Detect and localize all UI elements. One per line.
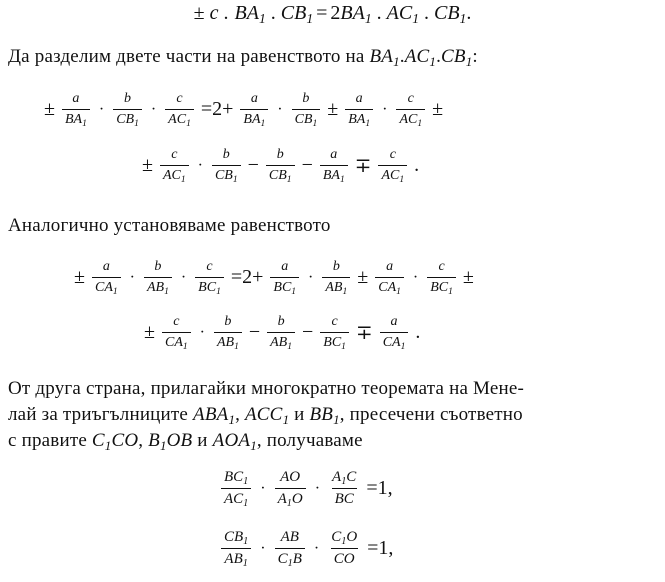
paragraph-analogous: Аналогично установяваме равенството	[8, 215, 331, 236]
equation-top	[0, 2, 665, 25]
fraction: $\frac{b}{CB_1}$	[212, 148, 241, 183]
fraction: $\frac{a}{BA_1}$	[62, 92, 90, 127]
equation-2-line-2: ± $\frac{c}{CA_1}$ · $\frac{b}{AB_1}$ − $\frac{b}{AB_1}$ − $\frac{c}{BC_1}$ ∓ $\frac{a}{CA_1}$ .	[144, 314, 421, 352]
equation-2-line-1: ± $\frac{a}{CA_1}$ · $\frac{b}{AB_1}$ · $\frac{c}{BC_1}$ =2+ $\frac{a}{BC_1}$ · $\frac{b}{AB_1}$ ± $\frac{a}{CA_1}$ · $\frac{c}{BC_1}$ ±	[74, 259, 474, 297]
paragraph-menelaus-3: с правите $C_1CO$, $B_1OB$ и $AOA_1$, получаваме	[8, 430, 363, 453]
term-ac1: $AC_1$	[386, 2, 419, 27]
term-cb1: $CB_1$	[441, 46, 473, 69]
number-two: 2	[330, 2, 341, 24]
equation-3-line-1: $\frac{BC_1}{AC_1}$ · $\frac{AO}{A_1O}$ · $\frac{A_1C}{BC}$ =1,	[218, 470, 665, 507]
fraction: $\frac{b}{CB_1}$	[292, 92, 321, 127]
term-ba1: $BA_1$	[234, 2, 266, 27]
paragraph-menelaus-1: От друга страна, прилагайки многократно теоремата на Мене-	[8, 378, 525, 399]
fraction: $\frac{c}{AC_1}$	[396, 92, 425, 127]
fraction: $\frac{a}{BA_1}$	[240, 92, 268, 127]
equation-1-line-2: ± $\frac{c}{AC_1}$ · $\frac{b}{CB_1}$ − $\frac{b}{CB_1}$ − $\frac{a}{BA_1}$ ∓ $\frac{c}{AC_1}$ .	[142, 147, 420, 185]
fraction: $\frac{a}{BA_1}$	[320, 148, 348, 183]
dot: .	[376, 2, 382, 24]
fraction: $\frac{b}{CB_1}$	[266, 148, 295, 183]
fraction: $\frac{a}{BA_1}$	[345, 92, 373, 127]
equation-3-line-2: $\frac{CB_1}{AB_1}$ · $\frac{AB}{C_1B}$ · $\frac{C_1O}{CO}$ =1,	[218, 530, 665, 567]
fraction: $\frac{c}{AC_1}$	[378, 148, 407, 183]
fraction: $\frac{c}{AC_1}$	[160, 148, 189, 183]
plus-minus-sign: ±	[193, 2, 205, 24]
equals-sign: =	[316, 2, 328, 24]
term-ba1: $BA_1$	[340, 2, 372, 27]
term-ac1: $AC_1$	[404, 46, 437, 69]
equation-1-line-1: ± $\frac{a}{BA_1}$ · $\frac{b}{CB_1}$ · $\frac{c}{AC_1}$ =2+ $\frac{a}{BA_1}$ · $\frac{b}{CB_1}$ ± $\frac{a}{BA_1}$ · $\frac{c}{AC_1}$ ±	[44, 91, 444, 129]
dot: .	[466, 2, 472, 24]
term-cb1: $CB_1$	[280, 2, 314, 27]
fraction: $\frac{c}{AC_1}$	[165, 92, 194, 127]
fraction: $\frac{b}{CB_1}$	[113, 92, 142, 127]
term-cb1: $CB_1$	[433, 2, 467, 27]
var-c: c	[209, 2, 219, 24]
dot: .	[423, 2, 429, 24]
paragraph-divide: Да разделим двете части на равенството на $BA_1.AC_1.CB_1$:	[8, 46, 478, 69]
dot: .	[270, 2, 276, 24]
term-ba1: $BA_1$	[369, 46, 400, 69]
dot: .	[223, 2, 229, 24]
paragraph-menelaus-2: лай за триъгълниците $ABA_1$, $ACC_1$ и $BB_1$, пресечени съответно	[8, 404, 523, 427]
